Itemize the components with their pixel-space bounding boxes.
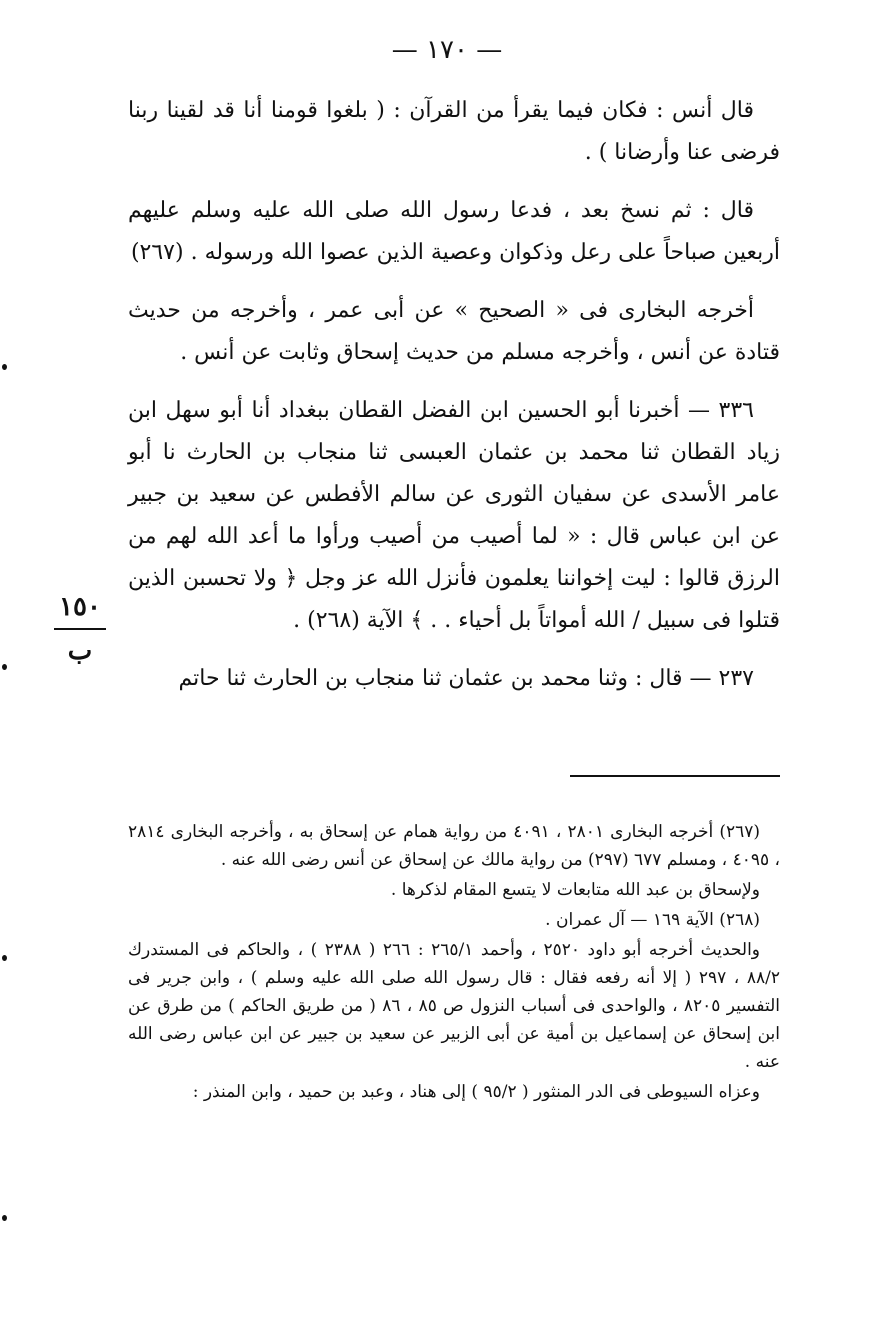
main-text xyxy=(128,90,780,700)
footnote: (٢٦٨) الآية ١٦٩ — آل عمران . xyxy=(545,910,760,930)
page-number: — ١٧٠ — xyxy=(391,35,503,65)
paragraph: ٣٣٦ — أخبرنا أبو الحسين ابن الفضل القطان ببغداد أنا أبو سهل ابن زياد القطان ثنا محمد بن عثمان العبسى ثنا منجاب بن الحارث نا أبو عامر الأسدى عن سفيان الثورى عن سالم الأفطس عن سعيد بن جبير عن ابن عباس قال : « لما أصيب من أصيب ورأوا ما أعد الله لهم من الرزق قالوا : ليت إخواننا يعلمون فأنزل الله عز وجل ﴿ ولا تحسبن الذين قتلوا فى سبيل / الله أمواتاً بل أحياء . . ﴾ الآية (٢٦٨) . xyxy=(128,398,780,633)
folio-number: ١٥٠ xyxy=(59,592,101,622)
footnote: وعزاه السيوطى فى الدر المنثور ( ٩٥/٢ ) إلى هناد ، وعبد بن حميد ، وابن المنذر : xyxy=(192,1082,760,1102)
paragraph: أخرجه البخارى فى « الصحيح » عن أبى عمر ، وأخرجه من حديث قتادة عن أنس ، وأخرجه مسلم من حديث إسحاق وثابت عن أنس . xyxy=(128,298,780,365)
footnotes xyxy=(128,818,780,1108)
footnote: ولإسحاق بن عبد الله متابعات لا يتسع المقام لذكرها . xyxy=(390,880,760,900)
footnote-separator xyxy=(570,775,780,777)
scan-mark xyxy=(2,955,7,961)
paragraph: ٢٣٧ — قال : وثنا محمد بن عثمان ثنا منجاب بن الحارث ثنا حاتم xyxy=(178,666,754,691)
paragraph: قال أنس : فكان فيما يقرأ من القرآن : ( بلغوا قومنا أنا قد لقينا ربنا فرضى عنا وأرضانا ) . xyxy=(128,98,780,165)
scan-mark xyxy=(2,1215,7,1221)
footnote: (٢٦٧) أخرجه البخارى ٢٨٠١ ، ٤٠٩١ من رواية همام عن إسحاق به ، وأخرجه البخارى ٢٨١٤ ، ٤٠٩٥ ، ومسلم ٦٧٧ (٢٩٧) من رواية مالك عن إسحاق عن أنس رضى الله عنه . xyxy=(128,822,780,870)
folio-divider xyxy=(54,628,106,630)
scan-mark xyxy=(2,664,7,670)
paragraph: قال : ثم نسخ بعد ، فدعا رسول الله صلى الله عليه وسلم عليهم أربعين صباحاً على رعل وذكوان وعصية الذين عصوا الله ورسوله . (٢٦٧) xyxy=(128,198,780,265)
manuscript-folio-marker xyxy=(48,590,112,668)
folio-side: ب xyxy=(67,636,93,666)
footnote: والحديث أخرجه أبو داود ٢٥٢٠ ، وأحمد ٢٦٥/١ : ٢٦٦ ( ٢٣٨٨ ) ، والحاكم فى المستدرك ٨٨/٢ ، ٢٩٧ ( إلا أنه رفعه فقال : قال رسول الله صلى الله عليه وسلم ) ، وابن جرير فى التفسير ٨٢٠٥ ، والواحدى فى أسباب النزول ص ٨٥ ، ٨٦ ( من طريق الحاكم ) من طرق عن ابن إسحاق عن إسماعيل بن أمية عن أبى الزبير عن سعيد بن جبير عن ابن عباس رضى الله عنه . xyxy=(128,940,780,1072)
scan-mark xyxy=(2,364,7,370)
